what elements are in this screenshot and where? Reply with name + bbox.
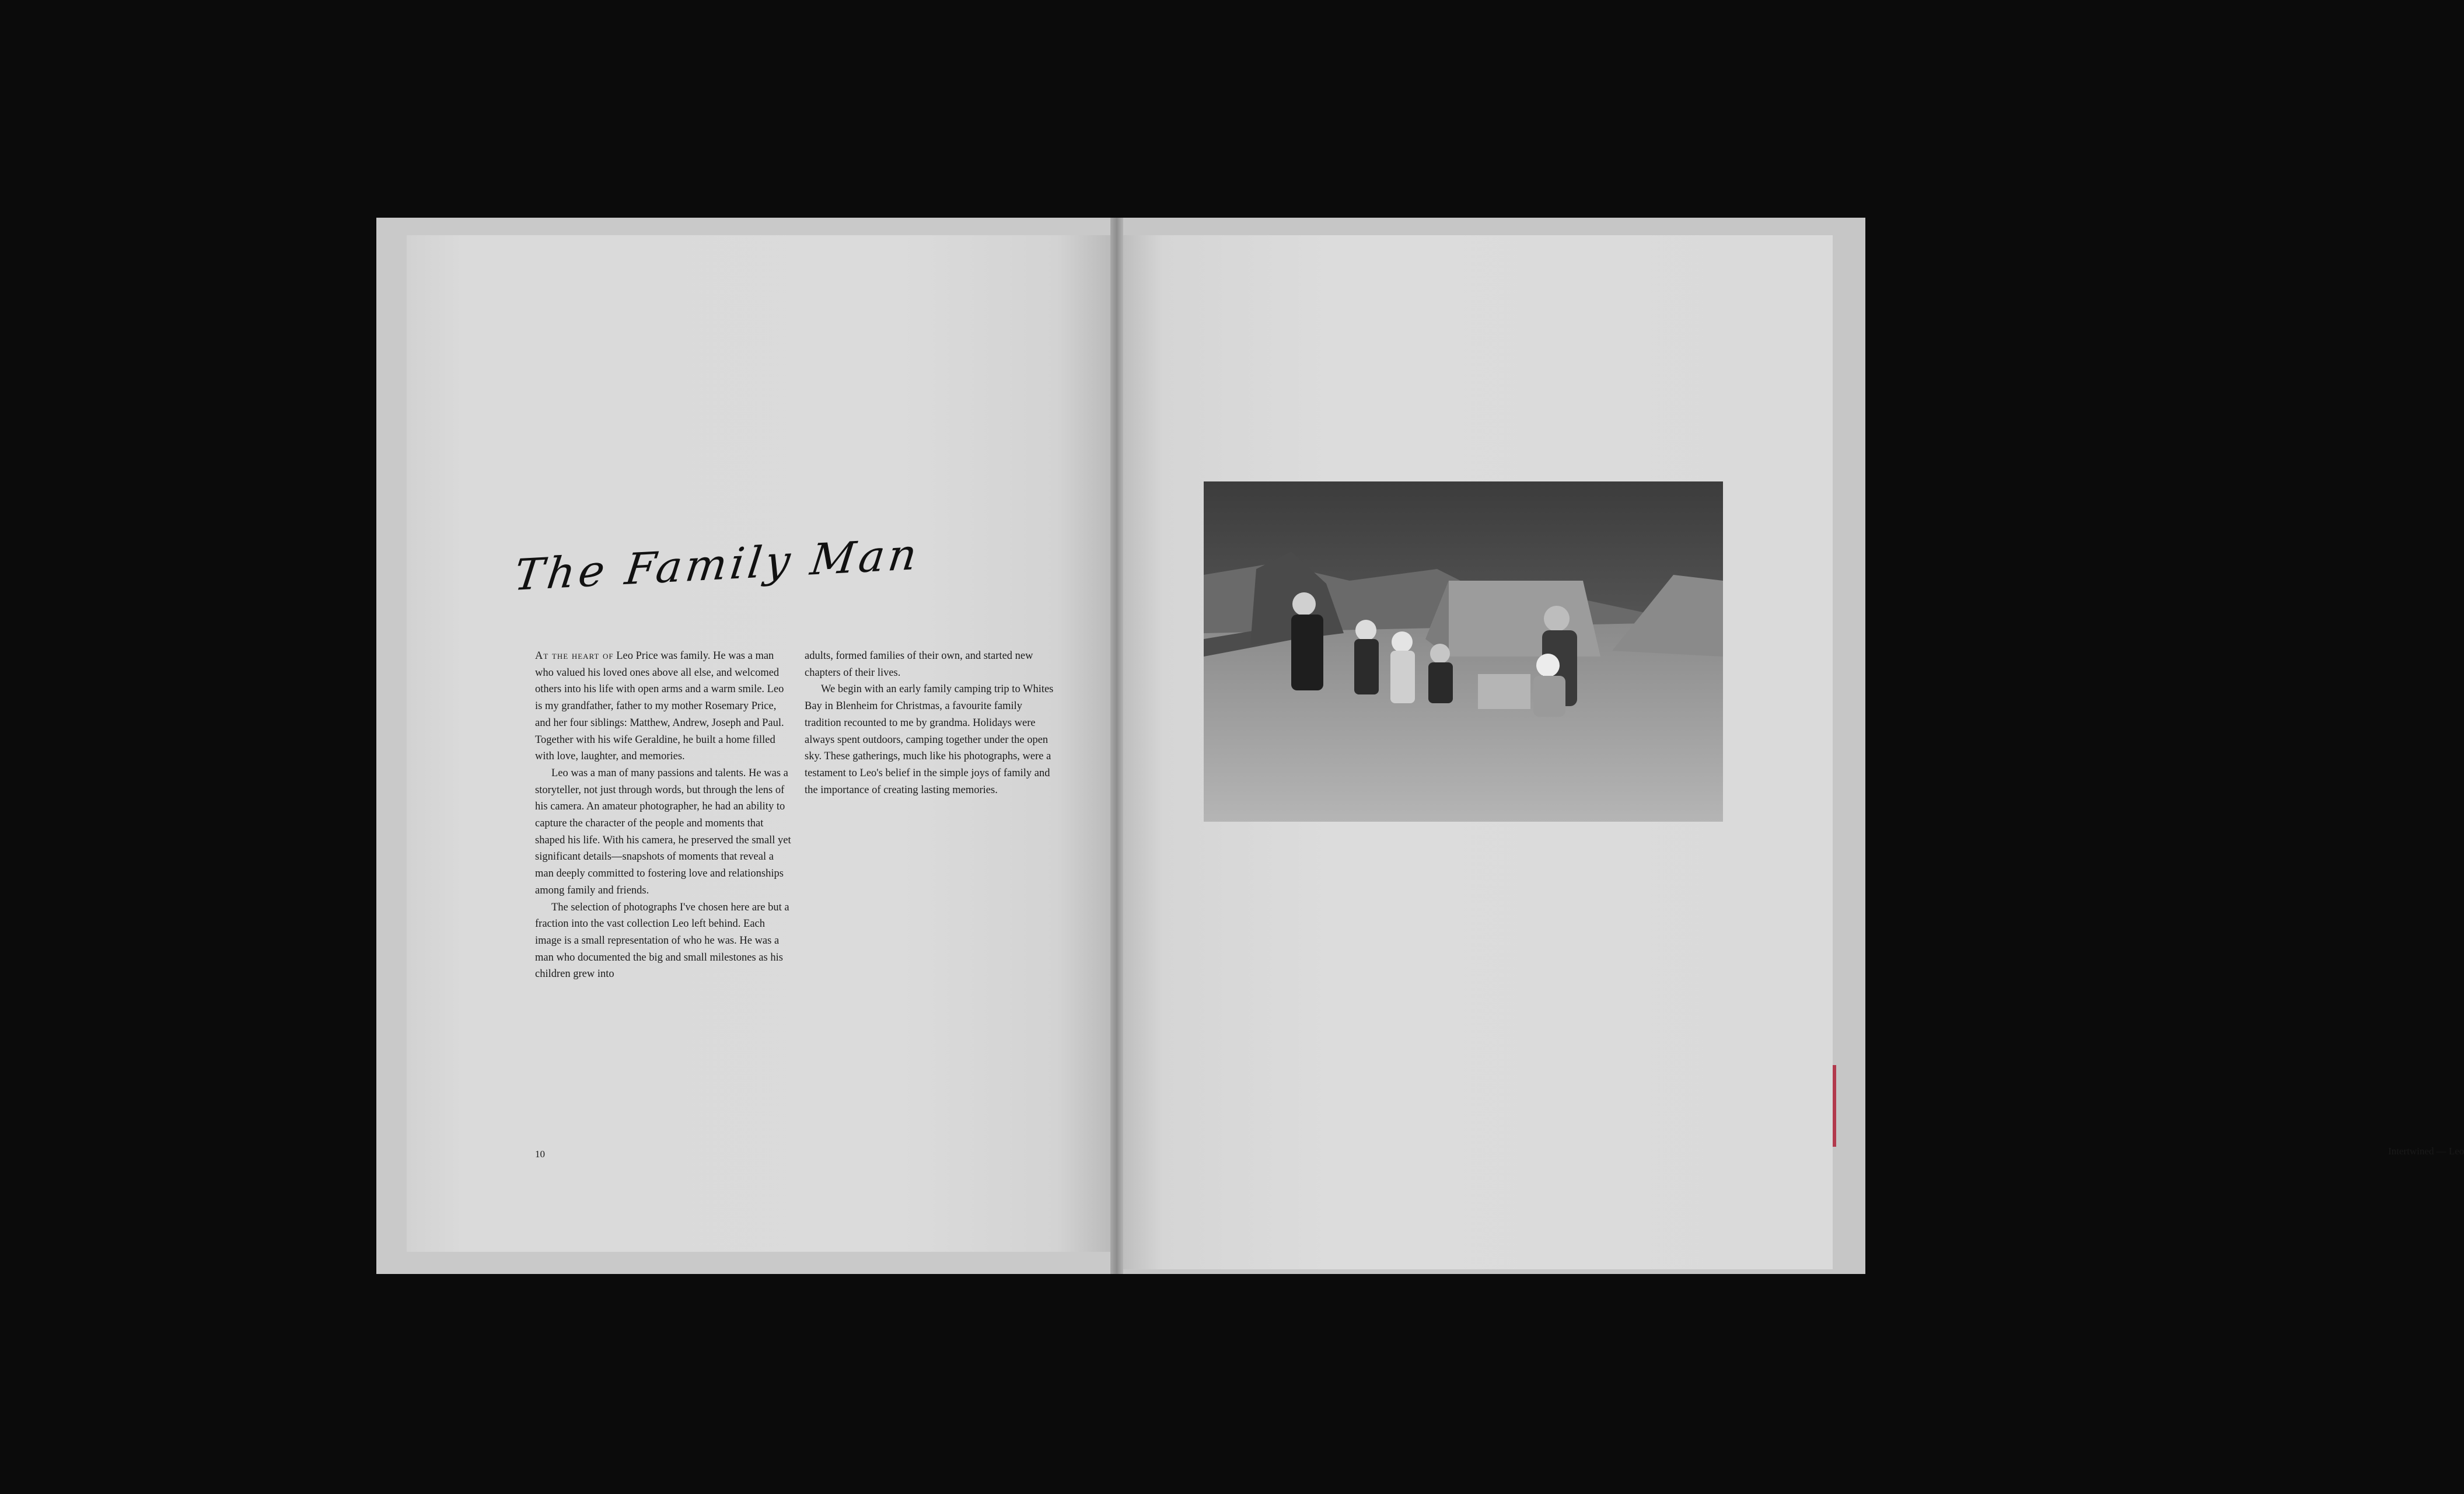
paragraph-text: Leo Price was family. He was a man who valued his loved ones above all else, and welcomed others into his life with open arms and a warm smile. Leo is my grandfather, father to my mother Rosemary Price, and her four siblings: Matthew, Andrew, Joseph and Paul. Together with his wife Geraldine, he built a home filled with love, laughter, and memories. xyxy=(535,650,784,763)
paragraph: Leo was a man of many passions and talents. He was a storyteller, not just through words, but through the lens of his camera. An amateur photographer, he had an ability to capture the character of the people and moments that shaped his life. With his camera, he preserved the small yet significant details—snapshots of moments that reveal a man deeply committed to fostering love and relationships among family and friends. xyxy=(535,767,791,896)
handwritten-title: The Family Man xyxy=(511,529,923,601)
paragraph: The selection of photographs I've chosen here are but a fraction into the vast collection Leo left behind. Each image is a small representation of who he was. He was a man who documented the big and small milestones as his children grew into xyxy=(535,901,789,980)
page-number: 10 xyxy=(535,1149,545,1160)
child-head xyxy=(1392,631,1413,652)
photo-illustration xyxy=(1204,481,1723,822)
child-head xyxy=(1430,644,1450,664)
child-body xyxy=(1390,651,1415,703)
magazine-spread xyxy=(376,218,2464,1274)
page-edge-accent xyxy=(1833,1065,1836,1147)
text-column-2 xyxy=(805,648,1058,798)
lead-in: At the heart of xyxy=(535,650,614,662)
child-head xyxy=(1536,654,1560,677)
person-head xyxy=(1292,592,1316,616)
paragraph xyxy=(535,648,792,765)
child-body xyxy=(1533,676,1565,717)
child-body xyxy=(1354,639,1379,694)
paragraph: adults, formed families of their own, and started new chapters of their lives. xyxy=(805,650,1033,679)
left-page xyxy=(407,235,1114,1252)
running-footer: Intertwined — Leo xyxy=(2388,1146,2464,1157)
person-body xyxy=(1291,615,1323,690)
paragraph: We begin with an early family camping trip to Whites Bay in Blenheim for Christmas, a favourite family tradition recounted to me by grandma. Holidays were always spent outdoors, camping together under the open sky. These gatherings, much like his photographs, were a testament to Leo's belief in the simple joys of family and the importance of creating lasting memories. xyxy=(805,683,1054,796)
child-body xyxy=(1428,662,1453,703)
text-column-1 xyxy=(535,648,792,983)
camp-box xyxy=(1478,674,1530,709)
book-gutter xyxy=(1110,218,1123,1274)
person-head xyxy=(1544,606,1570,631)
child-head xyxy=(1355,620,1376,641)
camping-family-photo xyxy=(1204,481,1723,822)
